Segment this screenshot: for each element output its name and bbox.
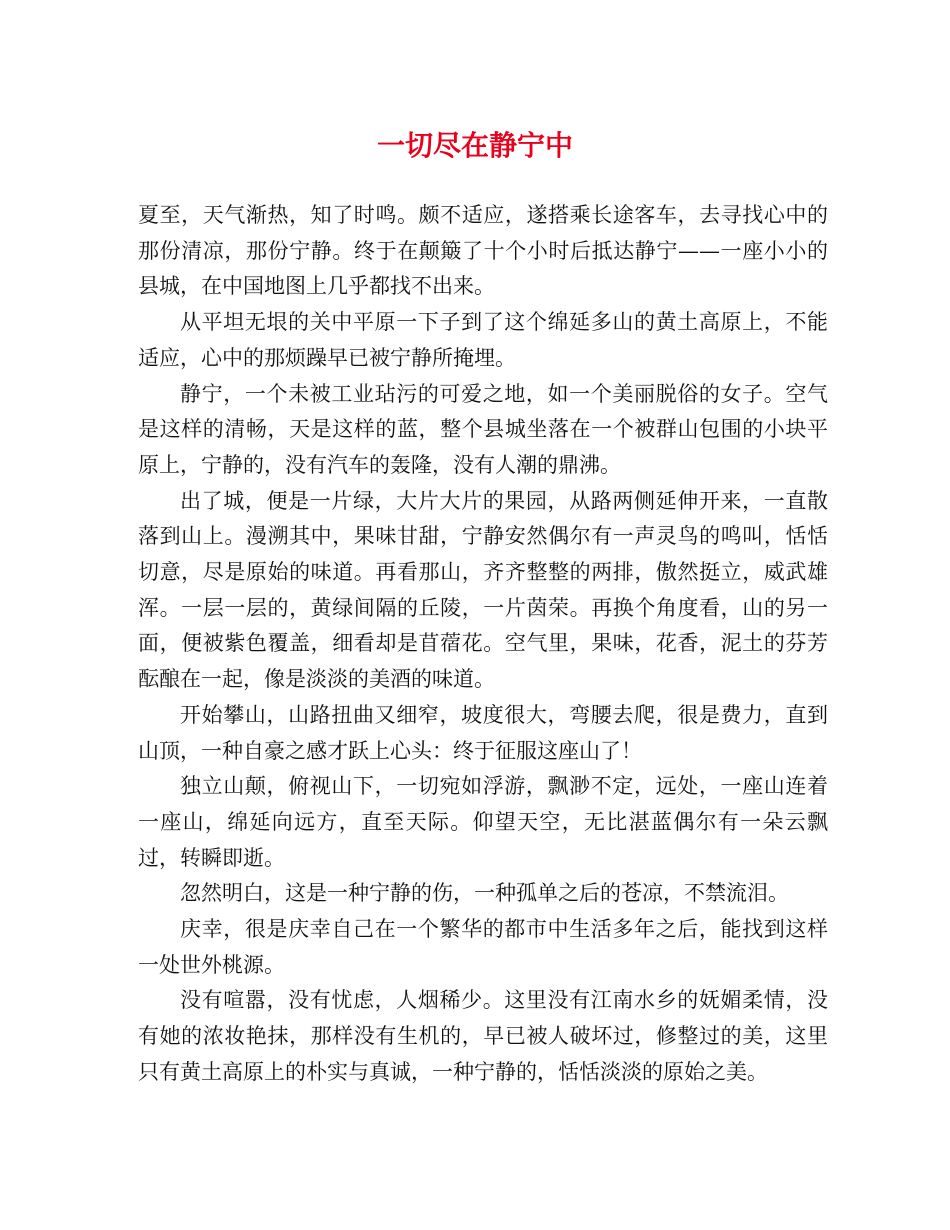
- paragraph: 夏至，天气渐热，知了时鸣。颇不适应，遂搭乘长途客车，去寻找心中的那份清凉，那份宁静。终于在颠簸了十个小时后抵达静宁——一座小小的县城，在中国地图上几乎都找不出来。: [138, 203, 828, 299]
- paragraph: 庆幸，很是庆幸自己在一个繁华的都市中生活多年之后，能找到这样一处世外桃源。: [138, 917, 828, 977]
- paragraph: 独立山颠，俯视山下，一切宛如浮游，飘渺不定，远处，一座山连着一座山，绵延向远方，直至天际。仰望天空，无比湛蓝偶尔有一朵云飘过，转瞬即逝。: [138, 774, 828, 870]
- paragraph: 出了城，便是一片绿，大片大片的果园，从路两侧延伸开来，一直散落到山上。漫溯其中，果味甘甜，宁静安然偶尔有一声灵鸟的鸣叫，恬恬切意，尽是原始的味道。再看那山，齐齐整整的两排，傲然挺立，威武雄浑。一层一层的，黄绿间隔的丘陵，一片茵荣。再换个角度看，山的另一面，便被紫色覆盖，细看却是苜蓿花。空气里，果味，花香，泥土的芬芳酝酿在一起，像是淡淡的美酒的味道。: [138, 488, 828, 692]
- paragraph: 没有喧嚣，没有忧虑，人烟稀少。这里没有江南水乡的妩媚柔情，没有她的浓妆艳抹，那样没有生机的，早已被人破坏过，修整过的美，这里只有黄土高原上的朴实与真诚，一种宁静的，恬恬淡淡的原始之美。: [138, 988, 828, 1084]
- paragraph: 开始攀山，山路扭曲又细窄，坡度很大，弯腰去爬，很是费力，直到山顶，一种自豪之感才跃上心头：终于征服这座山了！: [138, 702, 828, 763]
- paragraph: 从平坦无垠的关中平原一下子到了这个绵延多山的黄土高原上，不能适应，心中的那烦躁早已被宁静所掩埋。: [138, 310, 828, 370]
- paragraph: 忽然明白，这是一种宁静的伤，一种孤单之后的苍凉，不禁流泪。: [180, 881, 789, 906]
- document-body: [138, 198, 828, 1091]
- paragraph: 静宁，一个未被工业玷污的可爱之地，如一个美丽脱俗的女子。空气是这样的清畅，天是这样的蓝，整个县城坐落在一个被群山包围的小块平原上，宁静的，没有汽车的轰隆，没有人潮的鼎沸。: [138, 381, 828, 477]
- document-title: 一切尽在静宁中: [376, 129, 573, 162]
